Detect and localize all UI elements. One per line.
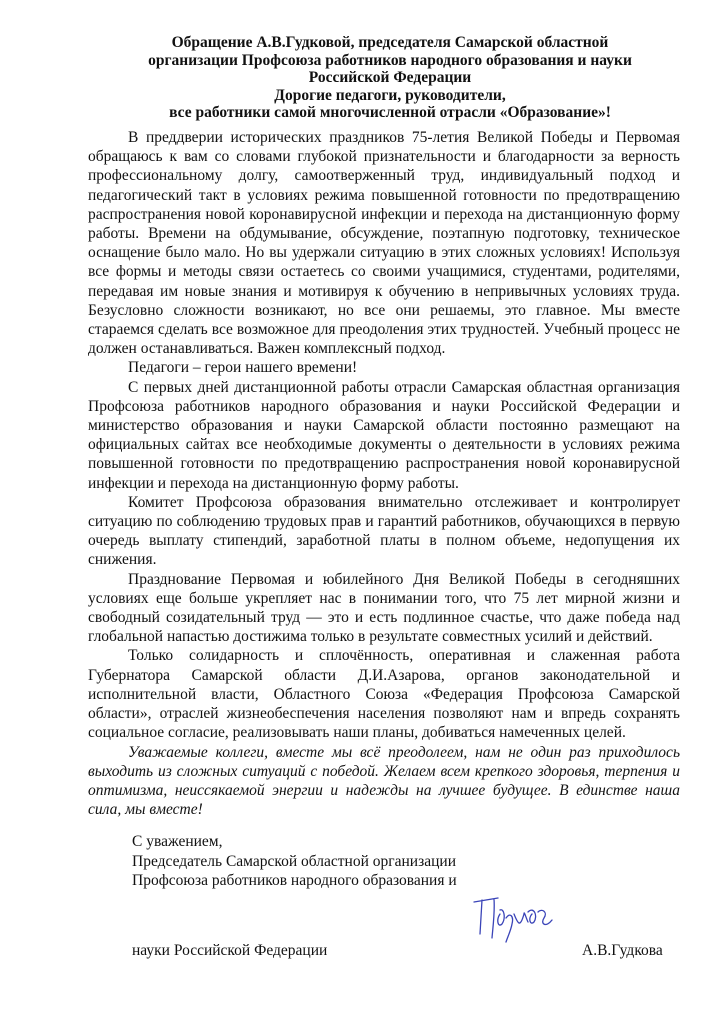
closing-position: Председатель Самарской областной организации	[132, 852, 456, 870]
motto-paragraph: Педагоги – герои нашего времени!	[128, 359, 358, 377]
heading-line: Обращение А.В.Гудковой, председателя Самарской областной	[171, 34, 609, 51]
closing-block	[132, 832, 457, 891]
appeal-paragraph: Уважаемые коллеги, вместе мы всё преодолеем, нам не один раз приходилось выходить из сложных ситуаций с победой. Желаем всем крепкого здоровья, терпения и оптимизма, неиссякаемой энергии и надежды на лучшее будущее. В единстве наша сила, мы вместе!	[88, 743, 680, 819]
greeting-line: все работники самой многочисленной отрасли «Образование»!	[169, 104, 611, 121]
letter-body	[88, 128, 680, 819]
closing-position: Профсоюза работников народного образования и	[132, 872, 457, 889]
closing-regards: С уважением,	[132, 833, 223, 850]
heading-line: Российской Федерации	[308, 69, 472, 86]
handwritten-signature	[468, 888, 558, 948]
body-paragraph: Комитет Профсоюза образования внимательно отслеживает и контролирует ситуацию по соблюдению трудовых прав и гарантий работников, обучающихся в первую очередь выплату стипендий, заработной платы в полном объеме, недопущения их снижения.	[88, 493, 680, 569]
letter-heading	[110, 34, 670, 122]
body-paragraph: Только солидарность и сплочённость, оперативная и слаженная работа Губернатора Самарской области Д.И.Азарова, органов законодательной и исполнительной власти, Областного Союза «Федерация Профсоюза Самарской области», отраслей жизнеобеспечения населения позволяют нам и впредь сохранять социальное согласие, реализовывать наши планы, добиваться намеченных целей.	[88, 647, 680, 742]
body-paragraph: Празднование Первомая и юбилейного Дня Великой Победы в сегодняшних условиях еще больше укрепляет нас в понимании того, что 75 лет мирной жизни и свободный созидательный труд — это и есть подлинное счастье, что даже победа над глобальной напастью достижима только в результате совместных усилий и действий.	[88, 570, 680, 646]
body-paragraph: С первых дней дистанционной работы отрасли Самарская областная организация Профсоюза работников народного образования и науки Российской Федерации и министерство образования и науки Самарской области постоянно размещают на официальных сайтах все необходимые документы о деятельности в условиях режима повышенной готовности по предотвращению распространения новой коронавирусной инфекции и перехода на дистанционную форму работы.	[88, 378, 680, 492]
heading-line: организации Профсоюза работников народного образования и науки	[148, 51, 632, 69]
signatory-name: А.В.Гудкова	[582, 942, 663, 959]
body-paragraph: В преддверии исторических праздников 75-летия Великой Победы и Первомая обращаюсь к вам со словами глубокой признательности и благодарности за верность профессиональному долгу, самоотверженный труд, индивидуальный подход и педагогический такт в условиях режима повышенной готовности по предотвращению распространения новой коронавирусной инфекции и перехода на дистанционную форму работы. Времени на обдумывание, обсуждение, поэтапную подготовку, техническое оснащение было мало. Но вы удержали ситуацию в этих сложных условиях! Используя все формы и методы связи остаетесь со своими учащимися, студентами, родителями, передавая им новые знания и мотивируя к обучению в непривычных условиях труда. Безусловно сложности возникают, но все они решаемы, это главное. Мы вместе стараемся сделать все возможное для преодоления этих трудностей. Учебный процесс не должен останавливаться. Важен комплексный подход.	[88, 129, 680, 358]
closing-position: науки Российской Федерации	[132, 942, 328, 959]
greeting-line: Дорогие педагоги, руководители,	[274, 86, 506, 104]
